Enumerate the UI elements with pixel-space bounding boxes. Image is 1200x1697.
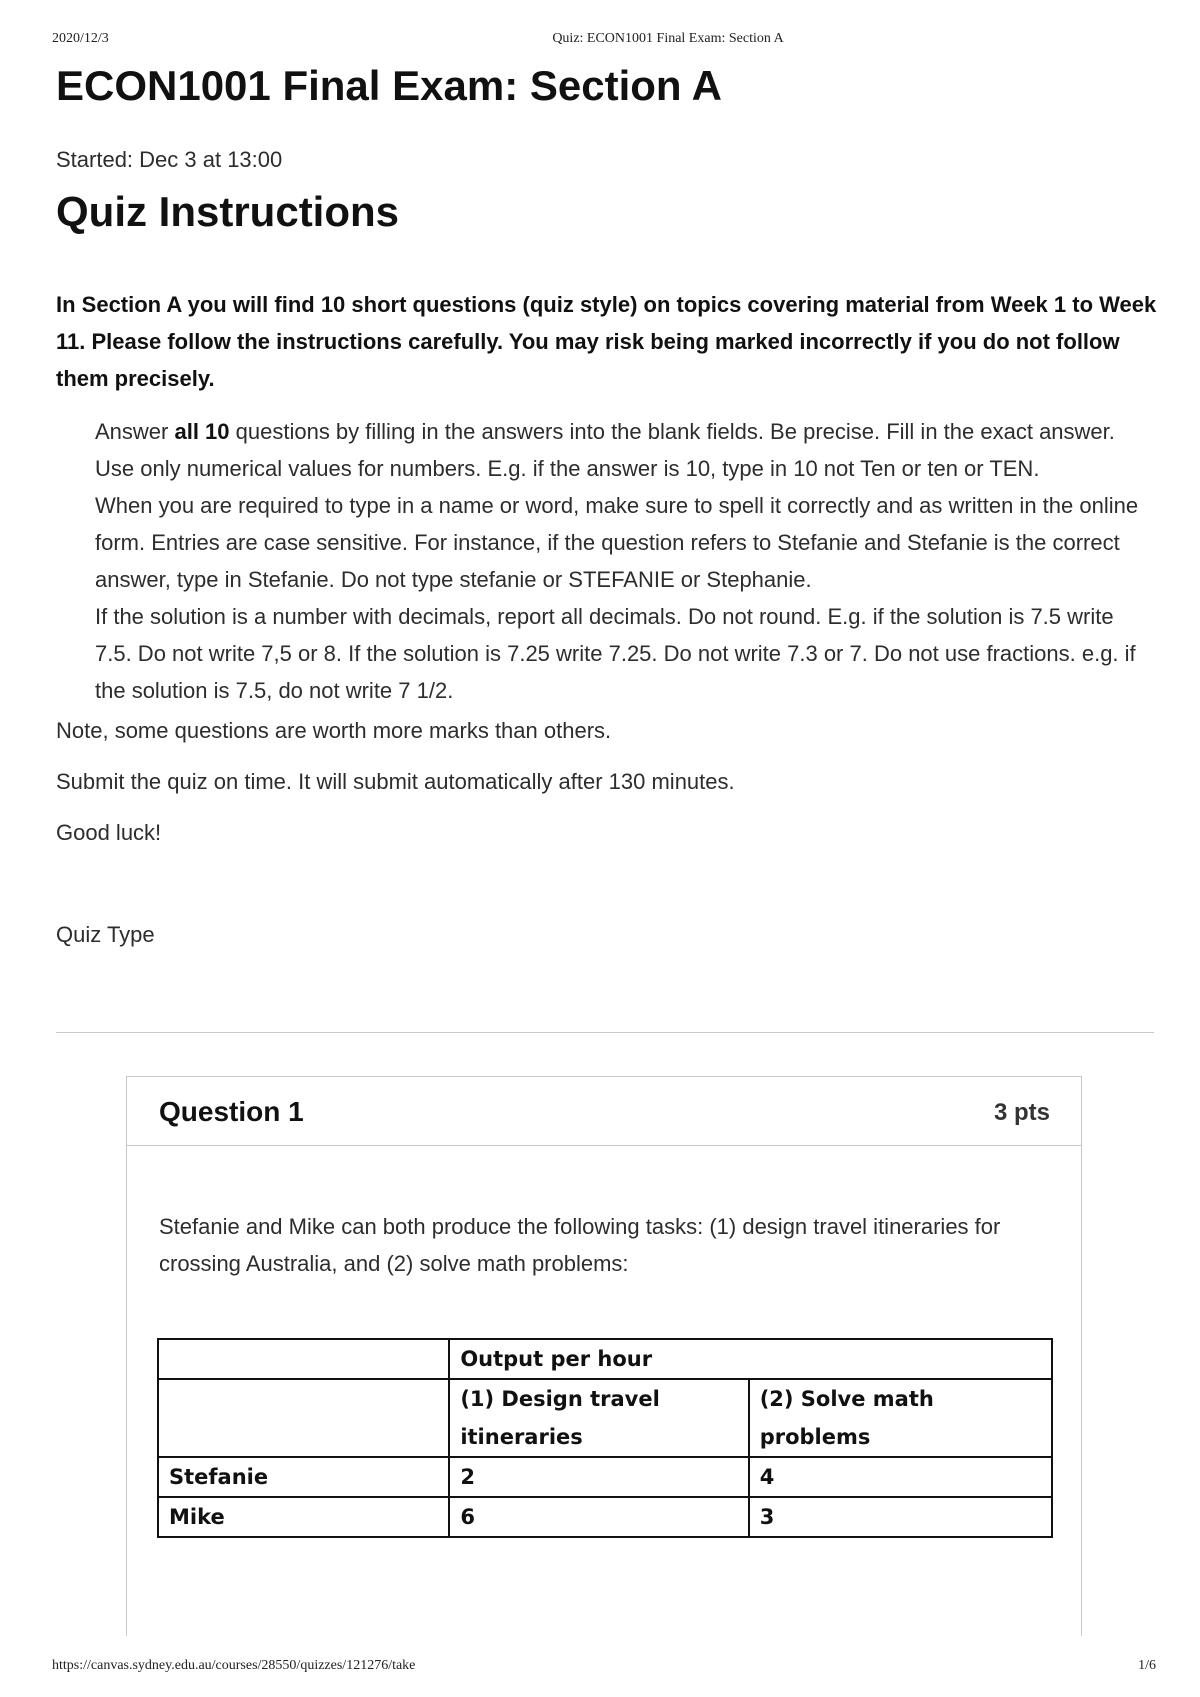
rule1-post: questions by filling in the answers into the blank fields. Be precise. Fill in the exact answer. bbox=[229, 419, 1115, 444]
print-header-date: 2020/12/3 bbox=[52, 31, 109, 46]
question-title: Question 1 bbox=[159, 1096, 304, 1127]
question-header bbox=[127, 1077, 1081, 1146]
table-row-label: Mike bbox=[158, 1497, 449, 1537]
table-row bbox=[158, 1339, 1052, 1379]
table-cell-empty bbox=[158, 1339, 449, 1379]
question-points: 3 pts bbox=[993, 1099, 1050, 1126]
print-footer-url: https://canvas.sydney.edu.au/courses/28550/quizzes/121276/take bbox=[52, 1658, 416, 1673]
rule1-pre: Answer bbox=[95, 419, 175, 444]
table-cell-empty bbox=[158, 1379, 449, 1457]
table-cell: 2 bbox=[449, 1457, 748, 1497]
output-table bbox=[157, 1338, 1053, 1538]
list-item: When you are required to type in a name or word, make sure to spell it correctly and as written in the online form. Entries are case sensitive. For instance, if the question refers to Stefanie and Stefanie is the correct answer, type in Stefanie. Do not type stefanie or STEFANIE or Stephanie. bbox=[95, 493, 1139, 592]
instructions-heading: Quiz Instructions bbox=[56, 188, 400, 235]
table-cell: 3 bbox=[749, 1497, 1052, 1537]
instructions-list bbox=[95, 413, 1145, 709]
table-row bbox=[158, 1497, 1052, 1537]
table-col-header: (2) Solve math problems bbox=[749, 1379, 1052, 1457]
table-group-header: Output per hour bbox=[449, 1339, 1052, 1379]
table-cell: 4 bbox=[749, 1457, 1052, 1497]
print-footer-page: 1/6 bbox=[1138, 1658, 1156, 1673]
note-submit: Submit the quiz on time. It will submit automatically after 130 minutes. bbox=[56, 769, 735, 794]
page-title: ECON1001 Final Exam: Section A bbox=[56, 62, 722, 109]
started-timestamp: Started: Dec 3 at 13:00 bbox=[56, 147, 283, 172]
quiz-type-label: Quiz Type bbox=[56, 922, 155, 947]
table-cell: 6 bbox=[449, 1497, 748, 1537]
list-item: Use only numerical values for numbers. E.g. if the answer is 10, type in 10 not Ten or ten or TEN. bbox=[95, 456, 1040, 481]
rule1-bold: all 10 bbox=[174, 419, 230, 444]
table-row-label: Stefanie bbox=[158, 1457, 449, 1497]
print-header-title: Quiz: ECON1001 Final Exam: Section A bbox=[552, 31, 784, 46]
table-row bbox=[158, 1457, 1052, 1497]
note-marks: Note, some questions are worth more marks than others. bbox=[56, 718, 612, 743]
table-row bbox=[158, 1379, 1052, 1457]
question-text: Stefanie and Mike can both produce the following tasks: (1) design travel itineraries for crossing Australia, and (2) solve math problems: bbox=[159, 1214, 1001, 1276]
table-col-header: (1) Design travel itineraries bbox=[449, 1379, 748, 1457]
good-luck: Good luck! bbox=[56, 820, 162, 845]
instructions-intro: In Section A you will find 10 short questions (quiz style) on topics covering material from Week 1 to Week 11. Please follow the instructions carefully. You may risk being marked incorrectly if you do not follow them precisely. bbox=[56, 292, 1157, 391]
divider bbox=[56, 1032, 1154, 1033]
list-item bbox=[95, 413, 1145, 450]
list-item: If the solution is a number with decimals, report all decimals. Do not round. E.g. if the solution is 7.5 write 7.5. Do not write 7,5 or 8. If the solution is 7.25 write 7.25. Do not write 7.3 or 7. Do not use fractions. e.g. if the solution is 7.5, do not write 7 1/2. bbox=[95, 604, 1136, 703]
